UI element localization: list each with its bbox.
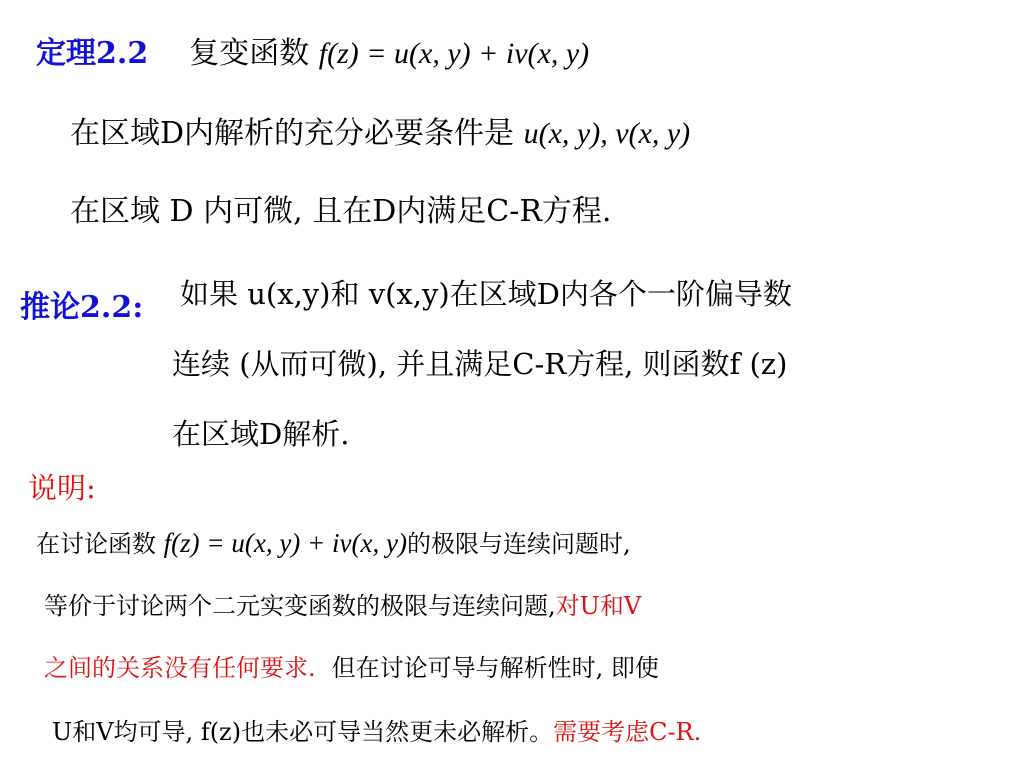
theorem-intro-text: 复变函数 [189, 36, 310, 71]
note-line-3 [44, 648, 659, 683]
note-line-2 [44, 586, 641, 621]
note-but-text: 但在讨论可导与解析性时, 即使 [331, 654, 659, 682]
note-intro-text: 在讨论函数 [36, 530, 156, 558]
theorem-formula: f(z) = u(x, y) + iv(x, y) [318, 37, 590, 70]
note-label: 说明: [28, 471, 96, 505]
theorem-condition-formula: u(x, y), v(x, y) [523, 117, 691, 150]
note-formula: f(z) = u(x, y) + iv(x, y) [163, 528, 407, 558]
corollary-line-3: 在区域D解析. [172, 417, 350, 451]
corollary-line-1: 如果 u(x,y)和 v(x,y)在区域D内各个一阶偏导数 [180, 277, 792, 311]
theorem-label: 定理2.2 [36, 36, 149, 71]
corollary-line-2: 连续 (从而可微), 并且满足C-R方程, 则函数f (z) [172, 347, 788, 381]
corollary-label: 推论2.2: [20, 290, 144, 325]
note-uv-red: 对U和V [555, 592, 642, 620]
note-no-requirement: 之间的关系没有任何要求. [44, 654, 316, 682]
theorem-line-2 [70, 108, 690, 152]
theorem-line-3 [70, 186, 611, 230]
note-line-1 [36, 524, 631, 559]
note-intro-tail: 的极限与连续问题时, [406, 530, 631, 558]
theorem-condition-text: 在区域D内解析的充分必要条件是 [70, 116, 515, 151]
theorem-line-1 [36, 28, 589, 72]
theorem-conclusion-text: 在区域 D 内可微, 且在D内满足C-R方程. [70, 194, 612, 229]
note-differentiable-text: U和V均可导, f(z)也未必可导当然更未必解析。 [52, 718, 554, 746]
note-equivalence-text: 等价于讨论两个二元实变函数的极限与连续问题, [44, 592, 556, 620]
note-consider-cr: 需要考虑C-R. [553, 718, 702, 746]
note-line-4 [52, 712, 701, 747]
